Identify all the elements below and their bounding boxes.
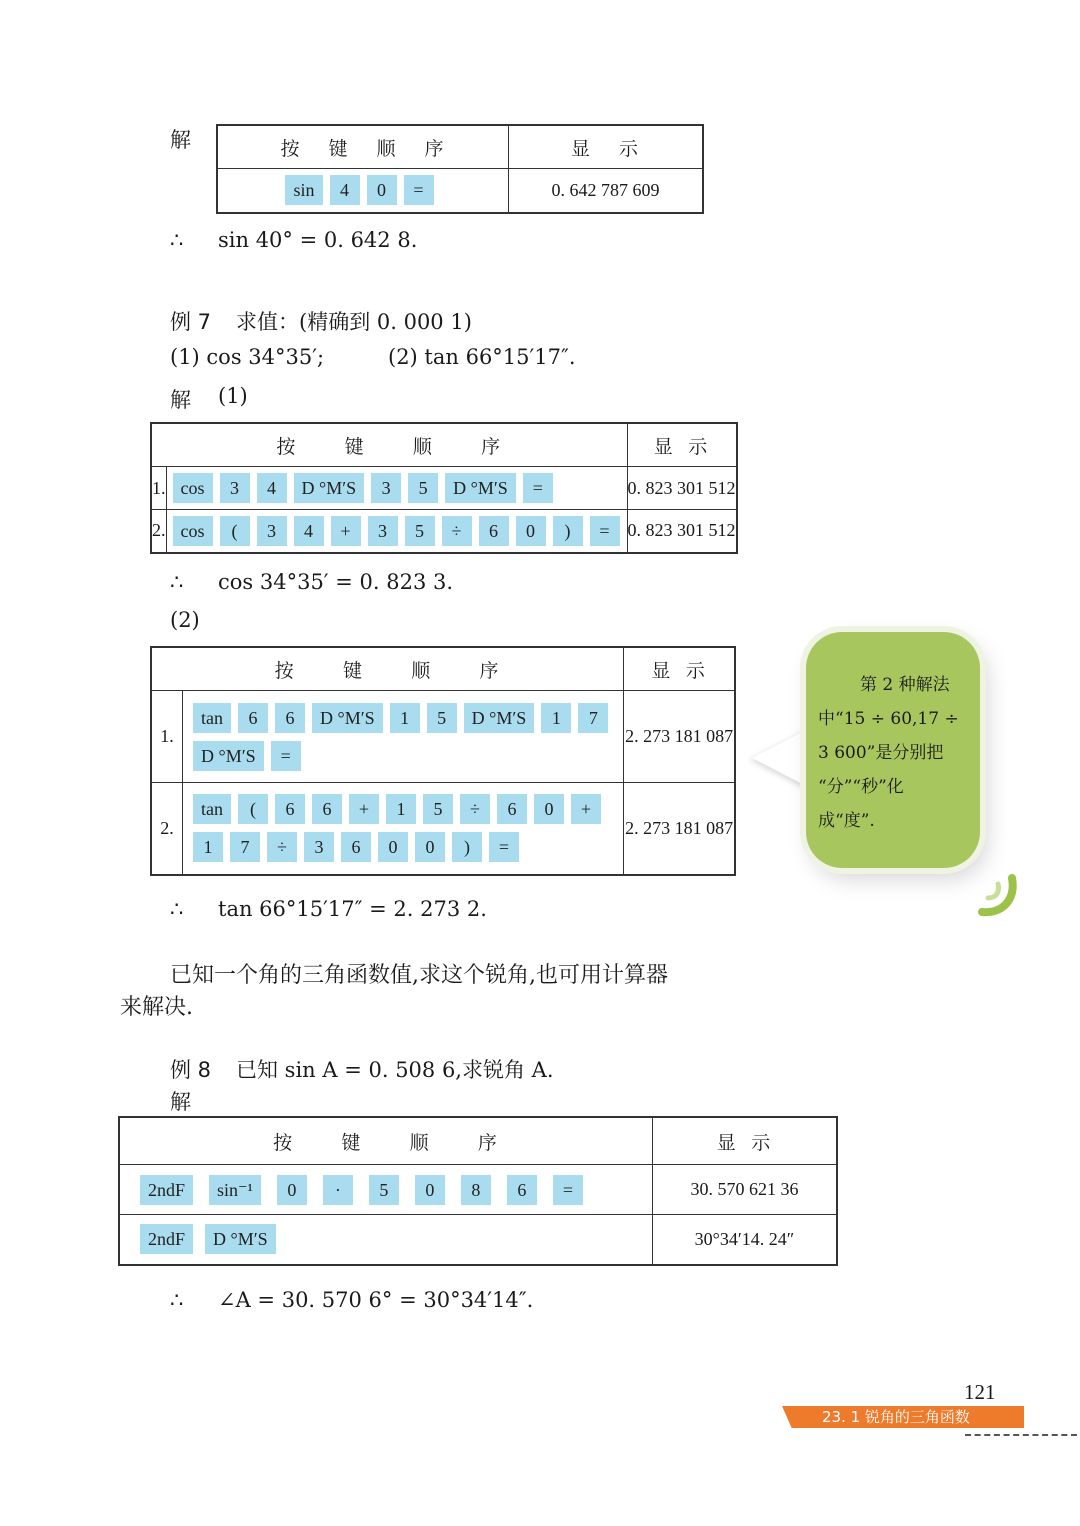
key-sequence-cell — [166, 510, 627, 553]
key: 3 — [368, 516, 398, 546]
key: = — [523, 473, 553, 503]
key: 5 — [427, 703, 457, 733]
key: sin⁻¹ — [209, 1175, 261, 1205]
note-line: 中“15 ÷ 60,17 ÷ — [818, 709, 959, 729]
keystroke-table-top — [216, 124, 704, 214]
header-display: 显 示 — [624, 647, 735, 691]
therefore-symbol: ∴ — [170, 1288, 184, 1312]
key: ÷ — [460, 794, 490, 824]
key: 1 — [386, 794, 416, 824]
key: 0 — [415, 832, 445, 862]
row-number: 2. — [151, 783, 183, 875]
key: tan — [193, 794, 231, 824]
table-row — [151, 783, 735, 875]
header-key-sequence: 按 键 顺 序 — [151, 647, 624, 691]
footer-dashes — [965, 1434, 1077, 1436]
key: D °M′S — [193, 741, 264, 771]
header-key-sequence: 按 键 顺 序 — [217, 125, 509, 169]
solution-label: 解 — [170, 128, 191, 152]
keystroke-table-7-2 — [150, 646, 736, 876]
key: 7 — [578, 703, 608, 733]
key: 0 — [516, 516, 546, 546]
key: 6 — [312, 794, 342, 824]
table-row — [151, 691, 735, 783]
key: 2ndF — [140, 1224, 193, 1254]
note-text — [818, 668, 970, 838]
key: · — [323, 1175, 353, 1205]
key: ) — [553, 516, 583, 546]
key: 0 — [277, 1175, 307, 1205]
key: 1 — [193, 832, 223, 862]
conclusion-7-1: cos 34°35′ = 0. 823 3. — [218, 570, 454, 594]
key: 7 — [230, 832, 260, 862]
note-line: 第 2 种解法 — [860, 675, 950, 695]
paragraph-line-2: 来解决. — [120, 995, 193, 1020]
key-sequence-cell — [183, 783, 624, 875]
key-equals: = — [404, 175, 434, 205]
key-sequence-cell — [119, 1165, 653, 1215]
conclusion-8: ∠A = 30. 570 6° = 30°34′14″. — [218, 1288, 534, 1312]
example-7-label: 例 7 — [170, 310, 212, 334]
key: 6 — [275, 794, 305, 824]
display-value: 2. 273 181 087 — [624, 783, 735, 875]
display-value: 0. 823 301 512 — [627, 467, 737, 510]
example-7-prompt: 求值：(精确到 0. 000 1) — [236, 310, 472, 334]
key: cos — [173, 516, 213, 546]
key: 5 — [408, 473, 438, 503]
key: 4 — [257, 473, 287, 503]
display-value: 30. 570 621 36 — [653, 1165, 838, 1215]
key: D °M′S — [464, 703, 535, 733]
key: = — [553, 1175, 583, 1205]
key: 3 — [220, 473, 250, 503]
display-value: 0. 642 787 609 — [509, 169, 704, 213]
decorative-swirl-icon — [972, 866, 1028, 922]
note-line: 3 600”是分别把 — [818, 743, 944, 763]
key: 1 — [541, 703, 571, 733]
key: 2ndF — [140, 1175, 193, 1205]
example-8-label: 例 8 — [170, 1058, 212, 1082]
table-row — [119, 1215, 837, 1265]
key: 5 — [405, 516, 435, 546]
header-display: 显 示 — [653, 1117, 838, 1165]
key: 6 — [341, 832, 371, 862]
key: 6 — [275, 703, 305, 733]
key: D °M′S — [312, 703, 383, 733]
paragraph-line-1: 已知一个角的三角函数值,求这个锐角,也可用计算器 — [170, 963, 668, 988]
key: ( — [238, 794, 268, 824]
key: = — [590, 516, 620, 546]
key-sequence-cell — [183, 691, 624, 783]
key: = — [271, 741, 301, 771]
section-title: 23. 1 锐角的三角函数 — [822, 1408, 970, 1426]
part-1-label: (1) — [218, 384, 248, 408]
question-1: (1) cos 34°35′; — [170, 345, 325, 369]
key: 0 — [415, 1175, 445, 1205]
header-display: 显 示 — [509, 125, 704, 169]
key: 6 — [497, 794, 527, 824]
row-number: 1. — [151, 691, 183, 783]
key: tan — [193, 703, 231, 733]
key: + — [331, 516, 361, 546]
note-line: “分”“秒”化 — [818, 777, 904, 797]
key: 6 — [507, 1175, 537, 1205]
key: 5 — [423, 794, 453, 824]
key: = — [489, 832, 519, 862]
part-2-label: (2) — [170, 608, 200, 632]
keystroke-table-8 — [118, 1116, 838, 1266]
key: cos — [173, 473, 213, 503]
key: ( — [220, 516, 250, 546]
key: + — [349, 794, 379, 824]
table-row — [151, 510, 737, 553]
key-4: 4 — [330, 175, 360, 205]
key: 3 — [304, 832, 334, 862]
key-sin: sin — [285, 175, 322, 205]
key-sequence-cell — [119, 1215, 653, 1265]
question-2: (2) tan 66°15′17″. — [388, 345, 576, 369]
header-key-sequence: 按 键 顺 序 — [119, 1117, 653, 1165]
row-number: 1. — [151, 467, 166, 510]
example-8-prompt: 已知 sin A = 0. 508 6,求锐角 A. — [236, 1058, 554, 1082]
page-number: 121 — [964, 1380, 996, 1404]
note-line: 成“度”. — [818, 811, 875, 831]
key: 1 — [390, 703, 420, 733]
key: + — [571, 794, 601, 824]
row-number: 2. — [151, 510, 166, 553]
bubble-tail — [752, 728, 810, 788]
key: ÷ — [267, 832, 297, 862]
key-sequence-cell — [217, 169, 509, 213]
therefore-symbol: ∴ — [170, 570, 184, 594]
display-value: 0. 823 301 512 — [627, 510, 737, 553]
key: 3 — [257, 516, 287, 546]
key-0: 0 — [367, 175, 397, 205]
solution-label-8: 解 — [170, 1090, 191, 1114]
key: 6 — [479, 516, 509, 546]
header-display: 显 示 — [627, 423, 737, 467]
key: 5 — [369, 1175, 399, 1205]
solution-label-7: 解 — [170, 388, 191, 412]
therefore-symbol: ∴ — [170, 897, 184, 921]
key: 0 — [378, 832, 408, 862]
key: 4 — [294, 516, 324, 546]
conclusion-7-2: tan 66°15′17″ = 2. 273 2. — [218, 897, 487, 921]
key: D °M′S — [294, 473, 365, 503]
header-key-sequence: 按 键 顺 序 — [151, 423, 627, 467]
key: D °M′S — [445, 473, 516, 503]
key: 3 — [371, 473, 401, 503]
key: ) — [452, 832, 482, 862]
display-value: 30°34′14. 24″ — [653, 1215, 838, 1265]
key: D °M′S — [205, 1224, 276, 1254]
table-row — [119, 1165, 837, 1215]
table-row — [151, 467, 737, 510]
key-sequence-cell — [166, 467, 627, 510]
display-value: 2. 273 181 087 — [624, 691, 735, 783]
key: 0 — [534, 794, 564, 824]
key: ÷ — [442, 516, 472, 546]
key: 6 — [238, 703, 268, 733]
key: 8 — [461, 1175, 491, 1205]
keystroke-table-7-1 — [150, 422, 738, 554]
therefore-symbol: ∴ — [170, 228, 184, 252]
conclusion-top: sin 40° = 0. 642 8. — [218, 228, 418, 252]
